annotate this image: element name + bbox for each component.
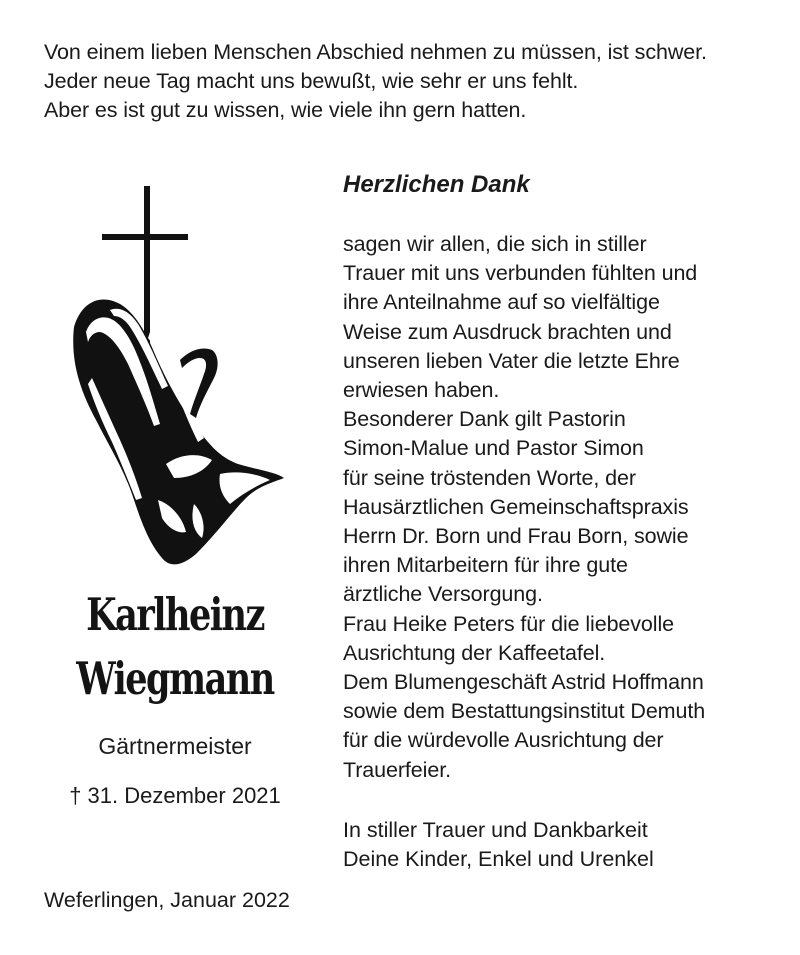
closing-line: Deine Kinder, Enkel und Urenkel xyxy=(343,847,654,871)
cross-and-praying-hands-icon xyxy=(62,182,292,582)
praying-hands-icon xyxy=(73,299,284,564)
closing-signature xyxy=(343,816,654,874)
body-line: Hausärztlichen Gemeinschaftspraxis xyxy=(343,494,689,519)
body-line: Simon-Malue und Pastor Simon xyxy=(343,436,644,461)
body-line: Herrn Dr. Born und Frau Born, sowie xyxy=(343,524,689,549)
thanks-heading: Herzlichen Dank xyxy=(343,171,530,198)
body-line: sowie dem Bestattungsinstitut Demuth xyxy=(343,699,706,724)
intro-line: Von einem lieben Menschen Abschied nehmen zu müssen, ist schwer. xyxy=(44,40,707,64)
body-line: ärztliche Versorgung. xyxy=(343,582,543,607)
intro-text xyxy=(44,38,784,125)
intro-line: Jeder neue Tag macht uns bewußt, wie sehr er uns fehlt. xyxy=(44,69,579,93)
thanks-column xyxy=(343,168,793,785)
place-and-date: Weferlingen, Januar 2022 xyxy=(44,888,290,912)
body-line: Trauer mit uns verbunden fühlten und xyxy=(343,261,698,286)
intro-line: Aber es ist gut zu wissen, wie viele ihn gern hatten. xyxy=(44,98,527,122)
body-line: Dem Blumengeschäft Astrid Hoffmann xyxy=(343,670,704,695)
body-line: Frau Heike Peters für die liebevolle xyxy=(343,611,675,636)
body-line: Weise zum Ausdruck brachten und xyxy=(343,319,672,344)
deceased-title: Gärtnermeister xyxy=(98,733,252,759)
body-line: sagen wir allen, die sich in stiller xyxy=(343,232,647,256)
body-line: für die würdevolle Ausrichtung der xyxy=(343,728,664,753)
deceased-first-name: Karlheinz xyxy=(86,588,264,641)
body-line: Ausrichtung der Kaffeetafel. xyxy=(343,640,606,665)
death-date: † 31. Dezember 2021 xyxy=(69,783,281,808)
body-line: für seine tröstenden Worte, der xyxy=(343,465,636,490)
body-line: Besonderer Dank gilt Pastorin xyxy=(343,407,626,432)
body-line: ihre Anteilnahme auf so vielfältige xyxy=(343,290,660,315)
body-line: Trauerfeier. xyxy=(343,757,451,782)
closing-line: In stiller Trauer und Dankbarkeit xyxy=(343,818,648,842)
deceased-last-name: Wiegmann xyxy=(76,652,274,705)
thanks-body xyxy=(343,230,793,785)
body-line: erwiesen haben. xyxy=(343,378,500,403)
body-line: ihren Mitarbeitern für ihre gute xyxy=(343,553,628,578)
body-line: unseren lieben Vater die letzte Ehre xyxy=(343,348,680,373)
